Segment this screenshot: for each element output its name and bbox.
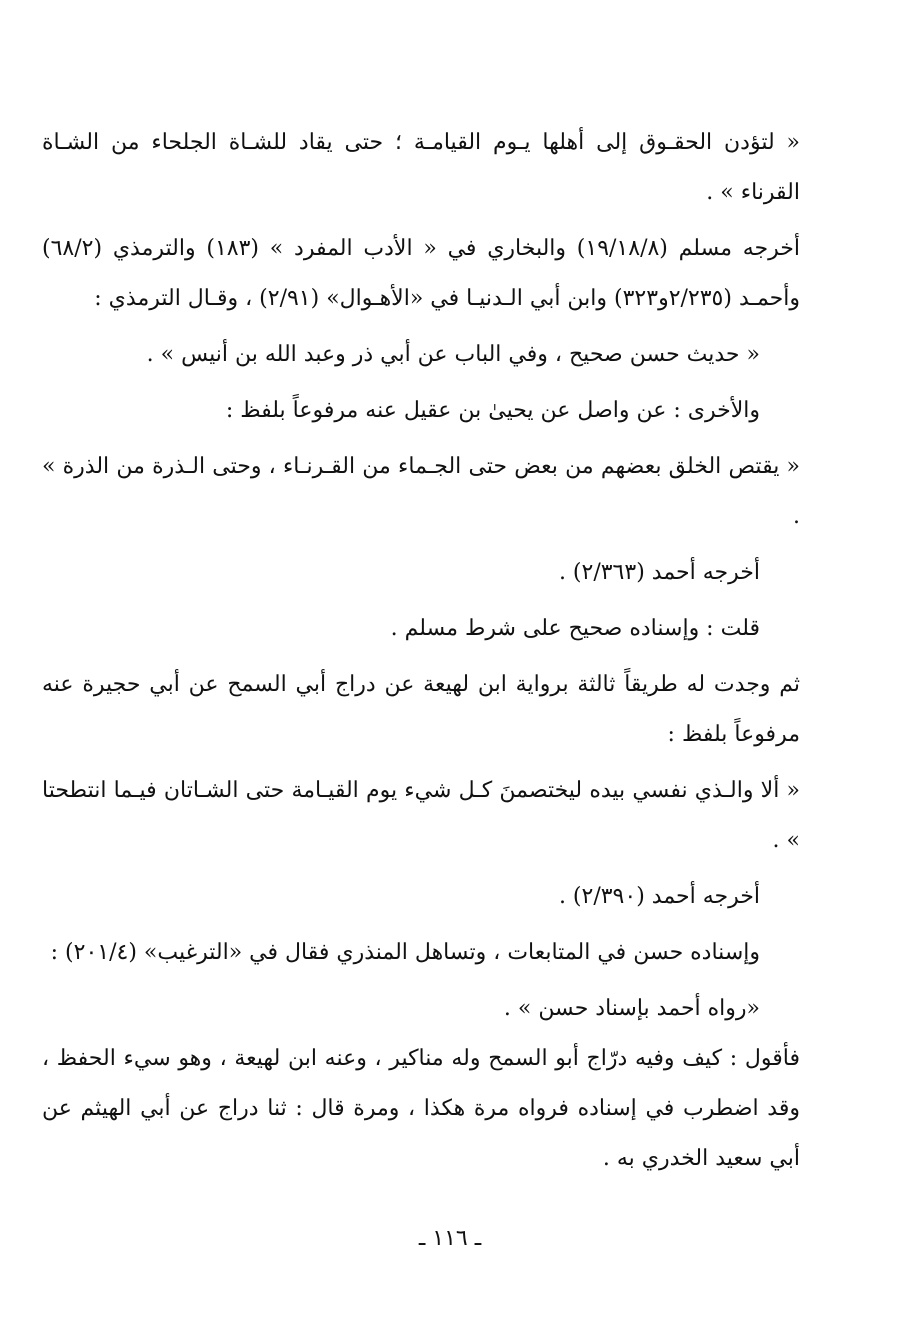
page-body [42, 118, 800, 1190]
quote-hadith-rights: « لتؤدن الحقـوق إلى أهلها يـوم القيامـة ؛ حتى يقاد للشـاة الجلحاء من الشـاة القرناء » . [42, 130, 801, 205]
quote-tirmidhi-grading: « حديث حسن صحيح ، وفي الباب عن أبي ذر وعبد الله بن أنيس » . [146, 342, 760, 367]
quote-retribution: « يقتص الخلق بعضهم من بعض حتى الجـماء من القـرنـاء ، وحتى الـذرة من الذرة » . [42, 454, 800, 529]
takhrij-ahmad-390: أخرجه أحمد (٢/٣٩٠) . [558, 884, 760, 909]
third-chain-intro: ثم وجدت له طريقاً ثالثة برواية ابن لهيعة عن دراج أبي السمح عن أبي حجيرة عنه مرفوعاً بلفظ : [42, 672, 800, 747]
second-chain-intro: والأخرى : عن واصل عن يحيىٰ بن عقيل عنه مرفوعاً بلفظ : [225, 398, 760, 423]
author-critique: فأقول : كيف وفيه درّاج أبو السمح وله مناكير ، وعنه ابن لهيعة ، وهو سيء الحفظ ، وقد اضطرب في إسناده فرواه مرة هكذا ، ومرة قال : ثنا دراج عن أبي الهيثم عن أبي سعيد الخدري به . [42, 1046, 800, 1171]
quote-mundhiri: «رواه أحمد بإسناد حسن » . [503, 996, 760, 1021]
takhrij-muslim-bukhari: أخرجه مسلم (١٩/١٨/٨) والبخاري في « الأدب المفرد » (١٨٣) والترمذي (٦٨/٢) وأحمـد (٢/٢٣٥و٣٢٣) وابن أبي الـدنيـا في «الأهـوال» (٢/٩١) ، وقـال الترمذي : [42, 236, 801, 311]
page-number: ـ ١١٦ ـ [418, 1226, 482, 1251]
takhrij-ahmad-363: أخرجه أحمد (٢/٣٦٣) . [558, 560, 760, 585]
mundhiri-note: وإسناده حسن في المتابعات ، وتساهل المنذري فقال في «الترغيب» (٢٠١/٤) : [50, 940, 760, 965]
author-note-sahih: قلت : وإسناده صحيح على شرط مسلم . [390, 616, 760, 641]
quote-two-goats: « ألا والـذي نفسي بيده ليختصمنَ كـل شيء يوم القيـامة حتى الشـاتان فيـما انتطحتا » . [42, 778, 800, 853]
